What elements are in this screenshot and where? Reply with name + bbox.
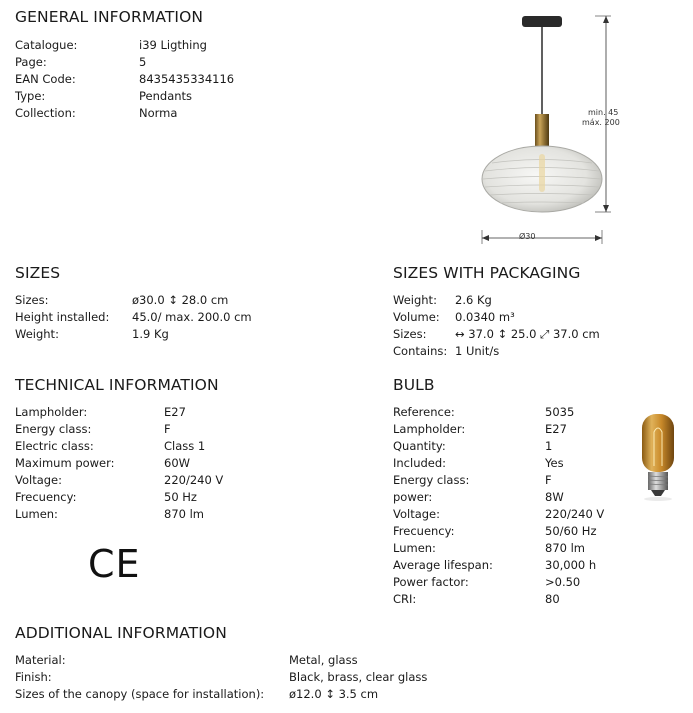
row-value: 220/240 V: [545, 507, 605, 521]
row-label: Weight:: [393, 293, 437, 307]
row-label: EAN Code:: [15, 72, 76, 86]
row-label: Electric class:: [15, 439, 94, 453]
row-value: 8W: [545, 490, 564, 504]
row-label: Catalogue:: [15, 38, 78, 52]
row-label: Sizes of the canopy (space for installation):: [15, 687, 265, 701]
canopy-shape: [522, 16, 562, 27]
technical-title: TECHNICAL INFORMATION: [15, 376, 219, 394]
row-label: Power factor:: [393, 575, 469, 589]
row-value: 30,000 h: [545, 558, 597, 572]
row-label: Finish:: [15, 670, 52, 684]
row-value: 220/240 V: [164, 473, 224, 487]
filament-bulb-image: [634, 410, 682, 502]
row-label: Lampholder:: [15, 405, 88, 419]
row-value: >0.50: [545, 575, 581, 589]
row-label: power:: [393, 490, 433, 504]
row-label: Frecuency:: [393, 524, 455, 538]
row-label: Collection:: [15, 106, 76, 120]
width-label: Ø30: [519, 232, 536, 241]
row-value: 50/60 Hz: [545, 524, 597, 538]
row-label: Quantity:: [393, 439, 446, 453]
row-label: Contains:: [393, 344, 448, 358]
ce-mark-icon: CE: [88, 542, 141, 586]
row-label: Energy class:: [15, 422, 92, 436]
row-label: Energy class:: [393, 473, 470, 487]
row-value: 1: [545, 439, 553, 453]
row-value: ø30.0 ↕ 28.0 cm: [132, 293, 229, 307]
packaging-title: SIZES WITH PACKAGING: [393, 264, 581, 282]
row-label: Maximum power:: [15, 456, 115, 470]
row-label: Included:: [393, 456, 447, 470]
row-value: Metal, glass: [289, 653, 358, 667]
sizes-title: SIZES: [15, 264, 61, 282]
row-value: Yes: [545, 456, 564, 470]
pendant-lamp-drawing: [455, 8, 645, 253]
height-label-min: min. 45: [588, 108, 619, 117]
row-label: Height installed:: [15, 310, 110, 324]
row-value: F: [545, 473, 552, 487]
row-value: 870 lm: [545, 541, 586, 555]
row-label: Type:: [15, 89, 46, 103]
brass-socket: [535, 114, 549, 148]
row-label: Sizes:: [393, 327, 427, 341]
row-value: 5: [139, 55, 147, 69]
row-value: 60W: [164, 456, 191, 470]
row-value: 5035: [545, 405, 575, 419]
row-label: Frecuency:: [15, 490, 77, 504]
row-value: 45.0/ max. 200.0 cm: [132, 310, 252, 324]
row-label: CRI:: [393, 592, 417, 606]
row-value: 870 lm: [164, 507, 205, 521]
row-value: Black, brass, clear glass: [289, 670, 428, 684]
row-value: Pendants: [139, 89, 193, 103]
row-value: 2.6 Kg: [455, 293, 492, 307]
row-label: Lumen:: [393, 541, 436, 555]
row-value: Class 1: [164, 439, 206, 453]
row-value: F: [164, 422, 171, 436]
additional-title: ADDITIONAL INFORMATION: [15, 624, 227, 642]
general-title: GENERAL INFORMATION: [15, 8, 204, 26]
row-label: Lampholder:: [393, 422, 466, 436]
row-label: Voltage:: [393, 507, 441, 521]
row-label: Sizes:: [15, 293, 49, 307]
row-label: Lumen:: [15, 507, 58, 521]
row-value: i39 Ligthing: [139, 38, 207, 52]
row-label: Page:: [15, 55, 47, 69]
bulb-glass: [642, 414, 674, 472]
row-value: E27: [545, 422, 567, 436]
row-label: Volume:: [393, 310, 440, 324]
inner-bulb: [539, 154, 545, 192]
bulb-title: BULB: [393, 376, 435, 394]
row-value: E27: [164, 405, 186, 419]
row-value: 80: [545, 592, 560, 606]
row-label: Material:: [15, 653, 66, 667]
row-value: 8435435334116: [139, 72, 235, 86]
row-label: Weight:: [15, 327, 59, 341]
row-value: ↔ 37.0 ↕ 25.0 ⤢ 37.0 cm: [455, 327, 600, 341]
row-label: Voltage:: [15, 473, 63, 487]
row-value: 1 Unit/s: [455, 344, 500, 358]
row-label: Average lifespan:: [393, 558, 493, 572]
row-value: ø12.0 ↕ 3.5 cm: [289, 687, 379, 701]
height-label-max: máx. 200: [582, 118, 620, 127]
row-value: 0.0340 m³: [455, 310, 515, 324]
row-value: Norma: [139, 106, 178, 120]
row-value: 1.9 Kg: [132, 327, 169, 341]
row-label: Reference:: [393, 405, 455, 419]
row-value: 50 Hz: [164, 490, 197, 504]
